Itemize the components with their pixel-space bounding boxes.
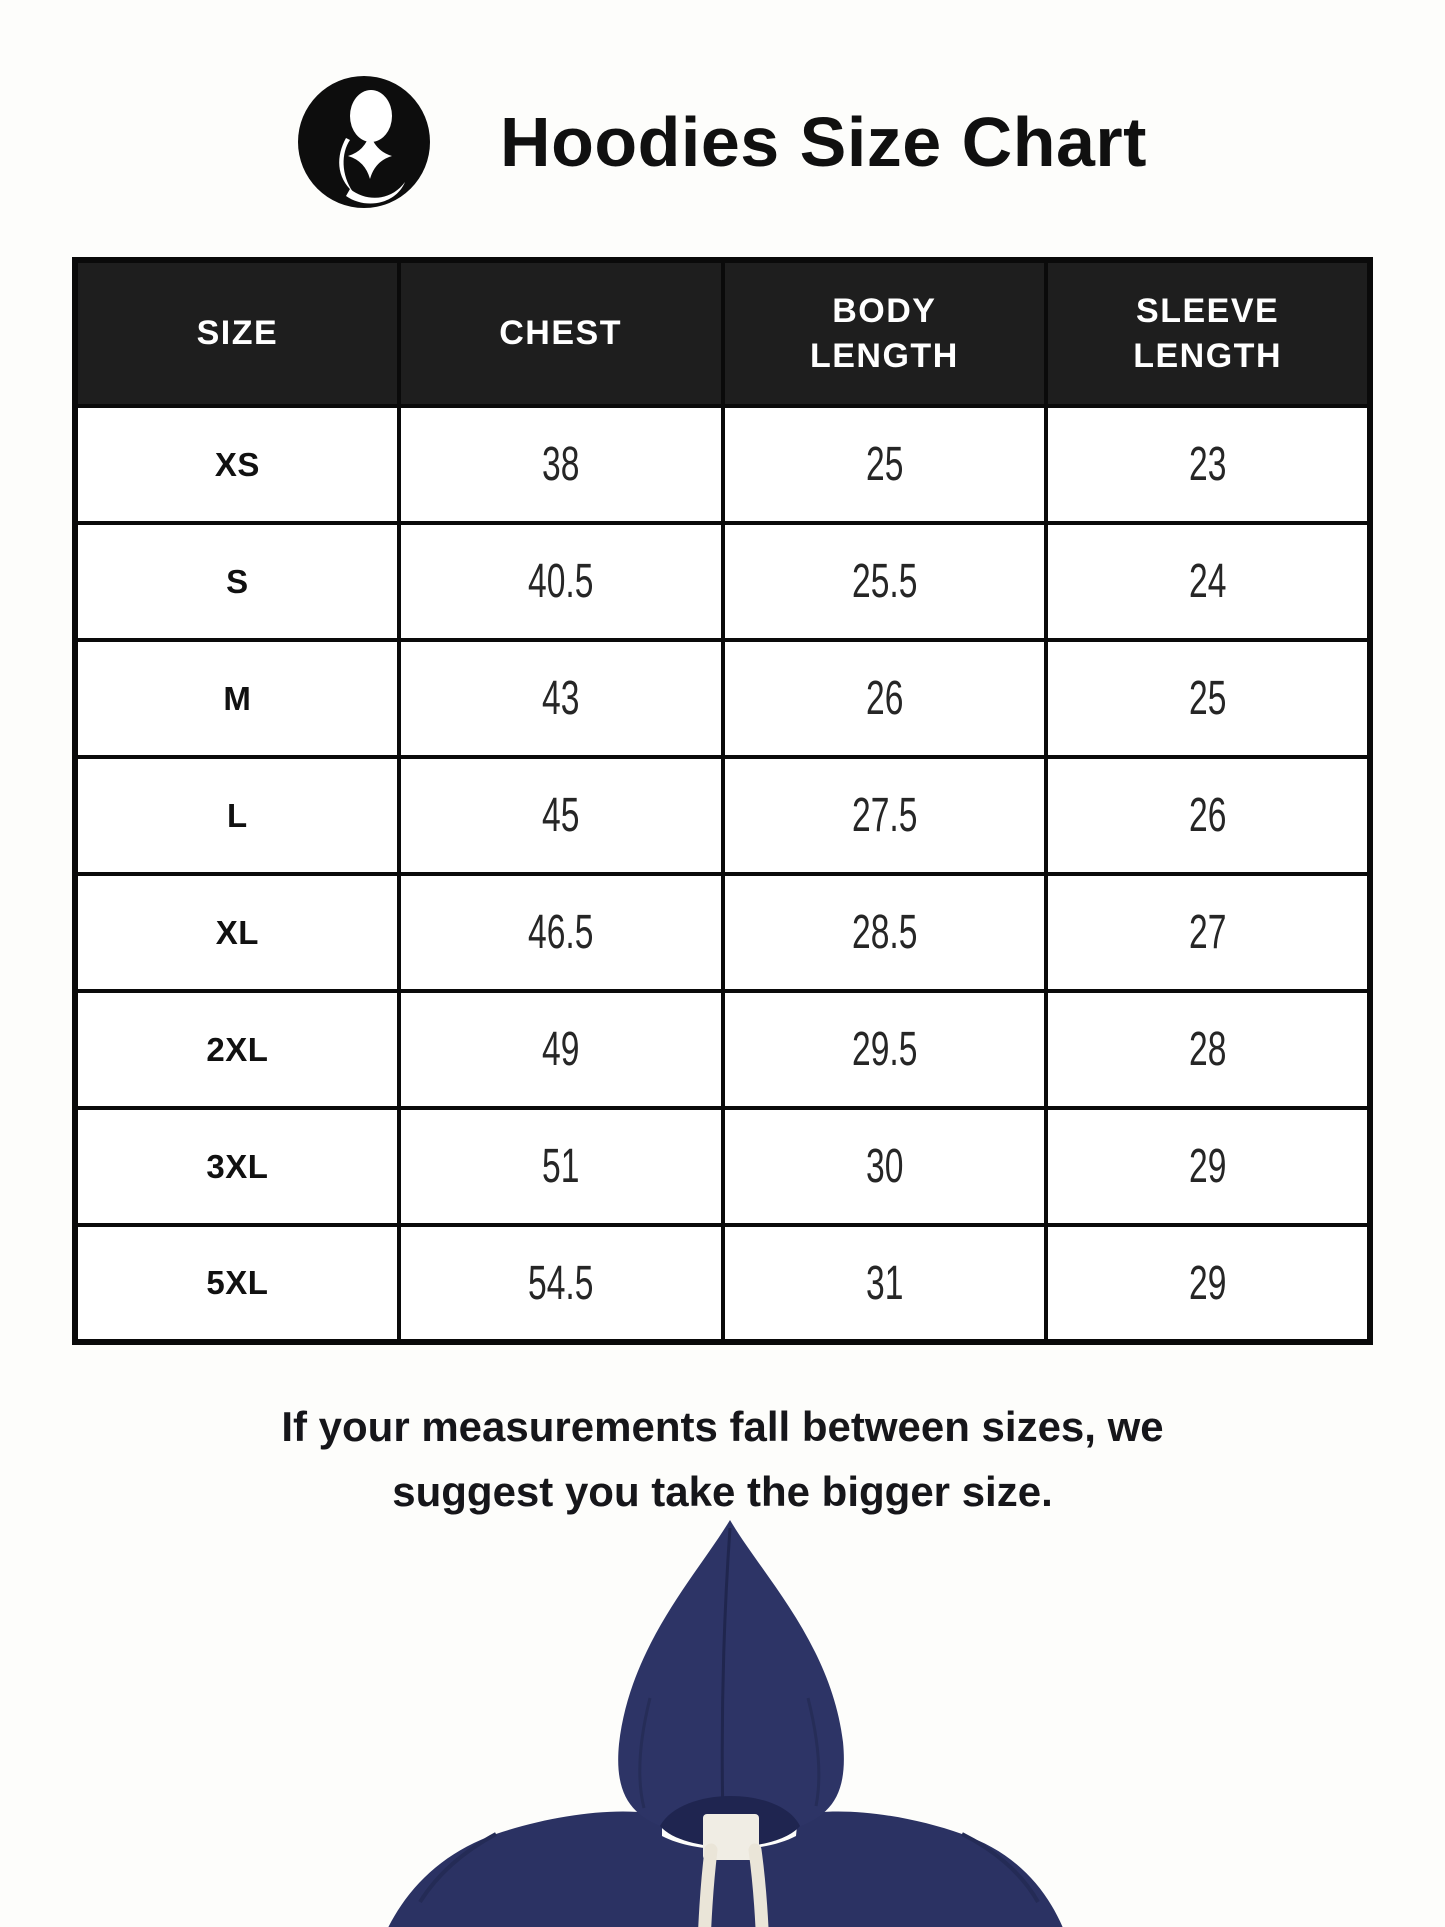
sleeve-length-value: 29 — [1046, 1225, 1370, 1342]
body-length-value: 31 — [723, 1225, 1047, 1342]
chest-value: 54.5 — [399, 1225, 723, 1342]
table-row — [75, 1108, 1370, 1225]
sleeve-length-value: 28 — [1046, 991, 1370, 1108]
header — [0, 72, 1445, 212]
mother-and-baby-logo-icon — [298, 76, 430, 208]
body-length-value: 26 — [723, 640, 1047, 757]
sleeve-length-value: 23 — [1046, 406, 1370, 523]
sleeve-length-value: 29 — [1046, 1108, 1370, 1225]
chest-value: 40.5 — [399, 523, 723, 640]
size-note — [0, 1394, 1445, 1524]
table-row — [75, 874, 1370, 991]
size-label: 3XL — [75, 1108, 399, 1225]
size-table-body — [75, 406, 1370, 1342]
table-row — [75, 640, 1370, 757]
size-label: M — [75, 640, 399, 757]
size-label: XS — [75, 406, 399, 523]
sleeve-length-value: 24 — [1046, 523, 1370, 640]
column-header: BODY LENGTH — [723, 260, 1047, 406]
chest-value: 51 — [399, 1108, 723, 1225]
chest-value: 49 — [399, 991, 723, 1108]
size-label: 2XL — [75, 991, 399, 1108]
size-note-line: If your measurements fall between sizes, we — [281, 1403, 1164, 1450]
column-header: SLEEVE LENGTH — [1046, 260, 1370, 406]
hoodie-image — [360, 1518, 1086, 1927]
chest-value: 38 — [399, 406, 723, 523]
body-length-value: 29.5 — [723, 991, 1047, 1108]
sleeve-length-value: 27 — [1046, 874, 1370, 991]
body-length-value: 25 — [723, 406, 1047, 523]
table-row — [75, 523, 1370, 640]
size-label: XL — [75, 874, 399, 991]
body-length-value: 28.5 — [723, 874, 1047, 991]
column-header: CHEST — [399, 260, 723, 406]
chest-value: 45 — [399, 757, 723, 874]
chest-value: 43 — [399, 640, 723, 757]
table-row — [75, 757, 1370, 874]
size-label: 5XL — [75, 1225, 399, 1342]
chest-value: 46.5 — [399, 874, 723, 991]
page-title: Hoodies Size Chart — [500, 103, 1147, 181]
table-row — [75, 1225, 1370, 1342]
body-length-value: 27.5 — [723, 757, 1047, 874]
sleeve-length-value: 26 — [1046, 757, 1370, 874]
body-length-value: 30 — [723, 1108, 1047, 1225]
size-chart-table — [72, 257, 1373, 1345]
size-table-head — [75, 260, 1370, 406]
size-label: S — [75, 523, 399, 640]
table-row — [75, 991, 1370, 1108]
size-label: L — [75, 757, 399, 874]
sleeve-length-value: 25 — [1046, 640, 1370, 757]
size-note-line: suggest you take the bigger size. — [392, 1468, 1053, 1516]
body-length-value: 25.5 — [723, 523, 1047, 640]
table-row — [75, 406, 1370, 523]
size-table-head-row — [75, 260, 1370, 406]
column-header: SIZE — [75, 260, 399, 406]
